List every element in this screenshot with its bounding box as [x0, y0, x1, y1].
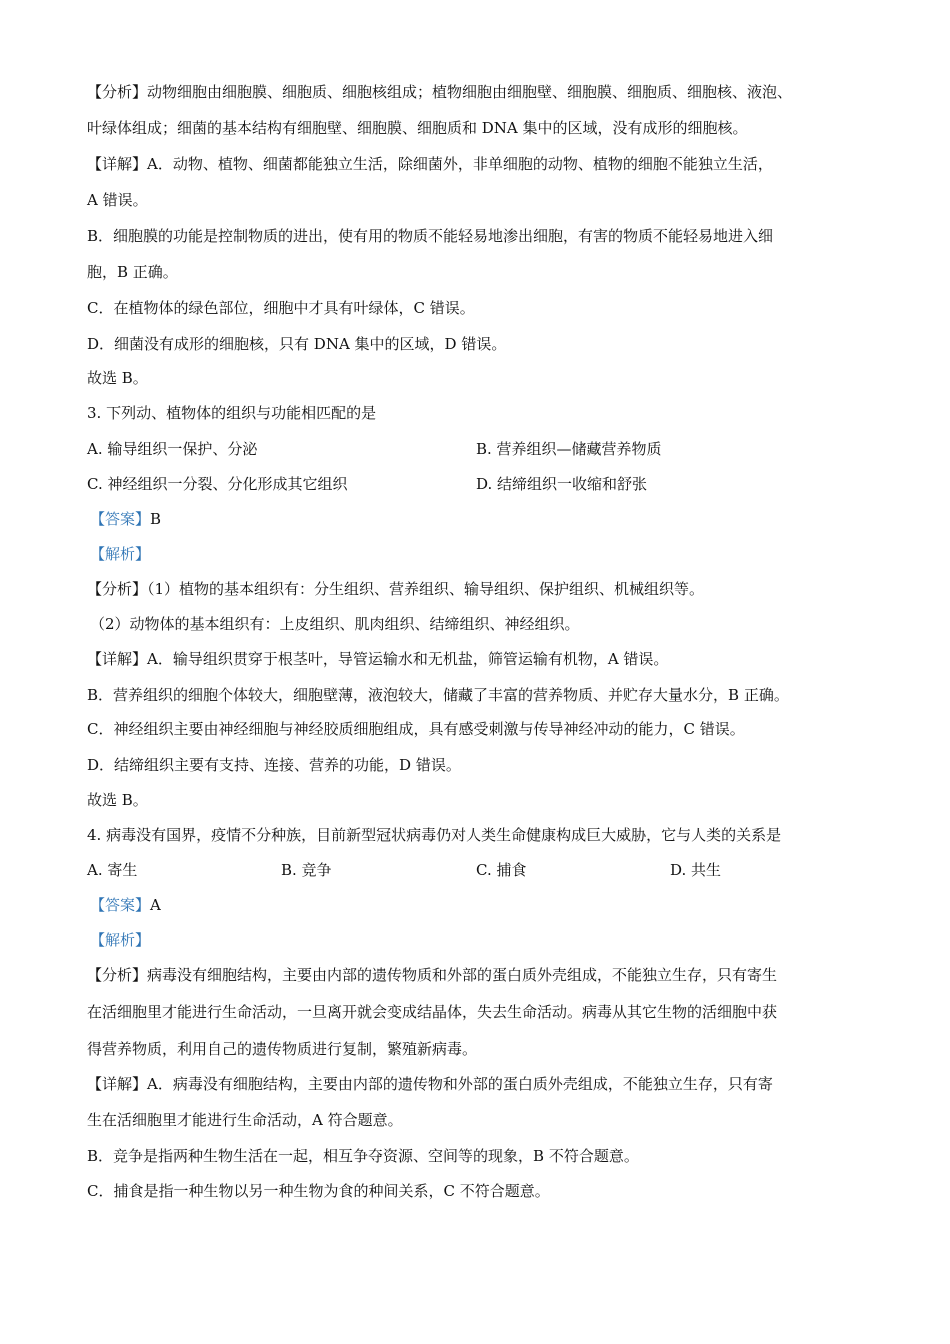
q3-analysis-2: （2）动物体的基本组织有：上皮组织、肌肉组织、结缔组织、神经组织。 — [90, 615, 580, 633]
detail-b-line-2: 胞，B 正确。 — [87, 263, 178, 281]
q4-option-d: D. 共生 — [670, 861, 722, 879]
q4-analysis-2: 在活细胞里才能进行生命活动，一旦离开就会变成结晶体，失去生命活动。病毒从其它生物的活细胞中获 — [87, 1003, 778, 1021]
q4-detail-2: 生在活细胞里才能进行生命活动，A 符合题意。 — [87, 1111, 403, 1129]
detail-line-2: A 错误。 — [87, 191, 148, 209]
detail-line-1: 【详解】A．动物、植物、细菌都能独立生活，除细菌外，非单细胞的动物、植物的细胞不能独立生活， — [87, 155, 773, 173]
detail-d-line: D．细菌没有成形的细胞核，只有 DNA 集中的区域，D 错误。 — [87, 335, 507, 353]
q3-detail-d: D．结缔组织主要有支持、连接、营养的功能，D 错误。 — [87, 756, 461, 774]
q3-answer-row — [90, 508, 161, 530]
q3-detail-a: 【详解】A．输导组织贯穿于根茎叶，导管运输水和无机盐，筛管运输有机物，A 错误。 — [87, 650, 669, 668]
q3-choose: 故选 B。 — [87, 791, 148, 809]
detail-b-line-1: B．细胞膜的功能是控制物质的进出，使有用的物质不能轻易地渗出细胞，有害的物质不能轻易地进入细 — [87, 227, 774, 245]
q4-answer-label: 【答案】 — [90, 896, 151, 914]
q4-option-c: C. 捕食 — [476, 861, 527, 879]
q4-answer-value: A — [150, 896, 161, 914]
q3-detail-c: C．神经组织主要由神经细胞与神经胶质细胞组成，具有感受刺激与传导神经冲动的能力，C 错误。 — [87, 720, 745, 738]
q4-analysis-1: 【分析】病毒没有细胞结构，主要由内部的遗传物质和外部的蛋白质外壳组成，不能独立生存，只有寄生 — [87, 966, 778, 984]
q4-detail-c: C．捕食是指一种生物以另一种生物为食的种间关系，C 不符合题意。 — [87, 1182, 550, 1200]
q4-analysis-3: 得营养物质，利用自己的遗传物质进行复制，繁殖新病毒。 — [87, 1040, 478, 1058]
q3-option-d: D. 结缔组织一收缩和舒张 — [476, 475, 648, 493]
question-4-stem: 4. 病毒没有国界，疫情不分种族，目前新型冠状病毒仍对人类生命健康构成巨大威胁，它与人类的关系是 — [87, 826, 782, 844]
q3-option-c: C. 神经组织一分裂、分化形成其它组织 — [87, 475, 348, 493]
q4-detail-b: B．竞争是指两种生物生活在一起，相互争夺资源、空间等的现象，B 不符合题意。 — [87, 1147, 639, 1165]
q4-option-b: B. 竞争 — [281, 861, 332, 879]
q3-analysis-1: 【分析】（1）植物的基本组织有：分生组织、营养组织、输导组织、保护组织、机械组织等。 — [87, 580, 705, 598]
q3-answer-label: 【答案】 — [90, 510, 151, 528]
q4-option-a: A. 寄生 — [87, 861, 138, 879]
q3-detail-b: B．营养组织的细胞个体较大，细胞壁薄，液泡较大，储藏了丰富的营养物质、并贮存大量水分，B 正确。 — [87, 686, 789, 704]
q4-detail-1: 【详解】A．病毒没有细胞结构，主要由内部的遗传物和外部的蛋白质外壳组成，不能独立生存，只有寄 — [87, 1075, 773, 1093]
q4-answer-row — [90, 894, 161, 916]
question-3-stem: 3. 下列动、植物体的组织与功能相匹配的是 — [87, 404, 377, 422]
analysis-line-2: 叶绿体组成；细菌的基本结构有细胞壁、细胞膜、细胞质和 DNA 集中的区域，没有成形的细胞核。 — [87, 119, 748, 137]
q3-option-a: A. 输导组织一保护、分泌 — [87, 440, 258, 458]
q3-explain-label: 【解析】 — [90, 545, 151, 563]
q4-explain-label: 【解析】 — [90, 931, 151, 949]
q3-option-b: B. 营养组织—储藏营养物质 — [476, 440, 662, 458]
analysis-line-1: 【分析】动物细胞由细胞膜、细胞质、细胞核组成；植物细胞由细胞壁、细胞膜、细胞质、细胞核、液泡、 — [87, 83, 793, 101]
q3-answer-value: B — [150, 510, 162, 528]
choose-line: 故选 B。 — [87, 369, 148, 387]
detail-c-line: C．在植物体的绿色部位，细胞中才具有叶绿体，C 错误。 — [87, 299, 475, 317]
